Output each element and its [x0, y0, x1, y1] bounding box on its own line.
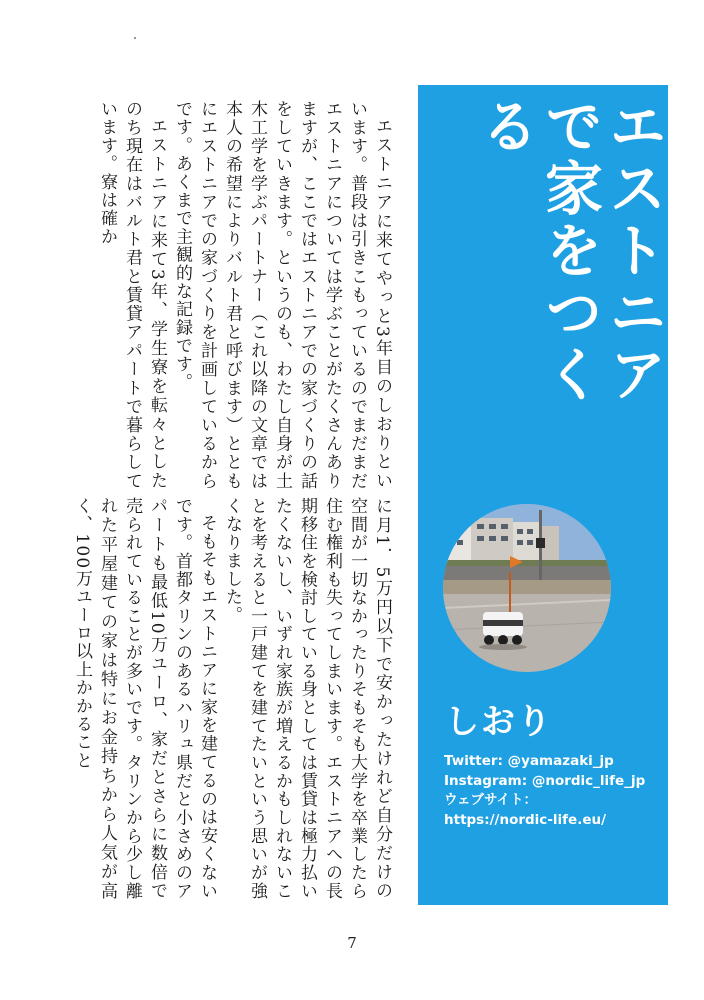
author-photo [443, 504, 611, 672]
author-name: しおり [445, 702, 553, 742]
paragraph-continued: に月1．5万円以下で安かったけれど自分だけの空間が一切なかったりそもそも大学を卒業したら住む権利も失ってしまいます。エストニアへの長期移住を検討している身としては賃貸は極力払いたくないし、いずれ家族が増えるかもしれないことを考えると一戸建てを建てたいという思いが強くなりました。 [222, 497, 392, 900]
website-label: ウェブサイト： [444, 792, 538, 808]
paragraph-housing: エストニアに来て3年、学生寮を転々としたのち現在はバルト君と賃貸アパートで暮らしています。寮は確か [97, 100, 167, 490]
page-number: 7 [347, 934, 357, 952]
article-body-bottom [72, 497, 394, 900]
article-body-top [97, 100, 394, 490]
instagram-handle-link[interactable]: Instagram: @nordic_life_jp [444, 772, 646, 789]
author-contacts [444, 752, 666, 830]
paragraph-prices: そもそもエストニアに家を建てるのは安くないです。首都タリンのあるハリュ県だと小さめのアパートも最低10万ユーロ、家だとさらに数倍で売られていることが多いです。タリンから少し離れた平屋建ての家は特にお金持ちから人気が高く、100万ユーロ以上かかること [72, 497, 217, 900]
delivery-robot-photo-icon [443, 504, 611, 672]
twitter-handle-link[interactable]: Twitter: @yamazaki_jp [444, 753, 614, 769]
website-url-link[interactable]: https://nordic-life.eu/ [444, 811, 607, 828]
paragraph-intro: エストニアに来てやっと3年目のしおりといいます。普段は引きこもっているのでまだまだエストニアについては学ぶことがたくさんありますが、ここではエストニアでの家づくりの話をしていきます。というのも、わたし自身が土木工学を学ぶパートナー（これ以降の文章では本人の希望によりバルト君と呼びます）とともにエストニアでの家づくりを計画しているからです。あくまで主観的な記録です。 [172, 100, 392, 490]
article-title: エストニアで家をつくる [471, 96, 667, 406]
print-speck [134, 37, 136, 39]
